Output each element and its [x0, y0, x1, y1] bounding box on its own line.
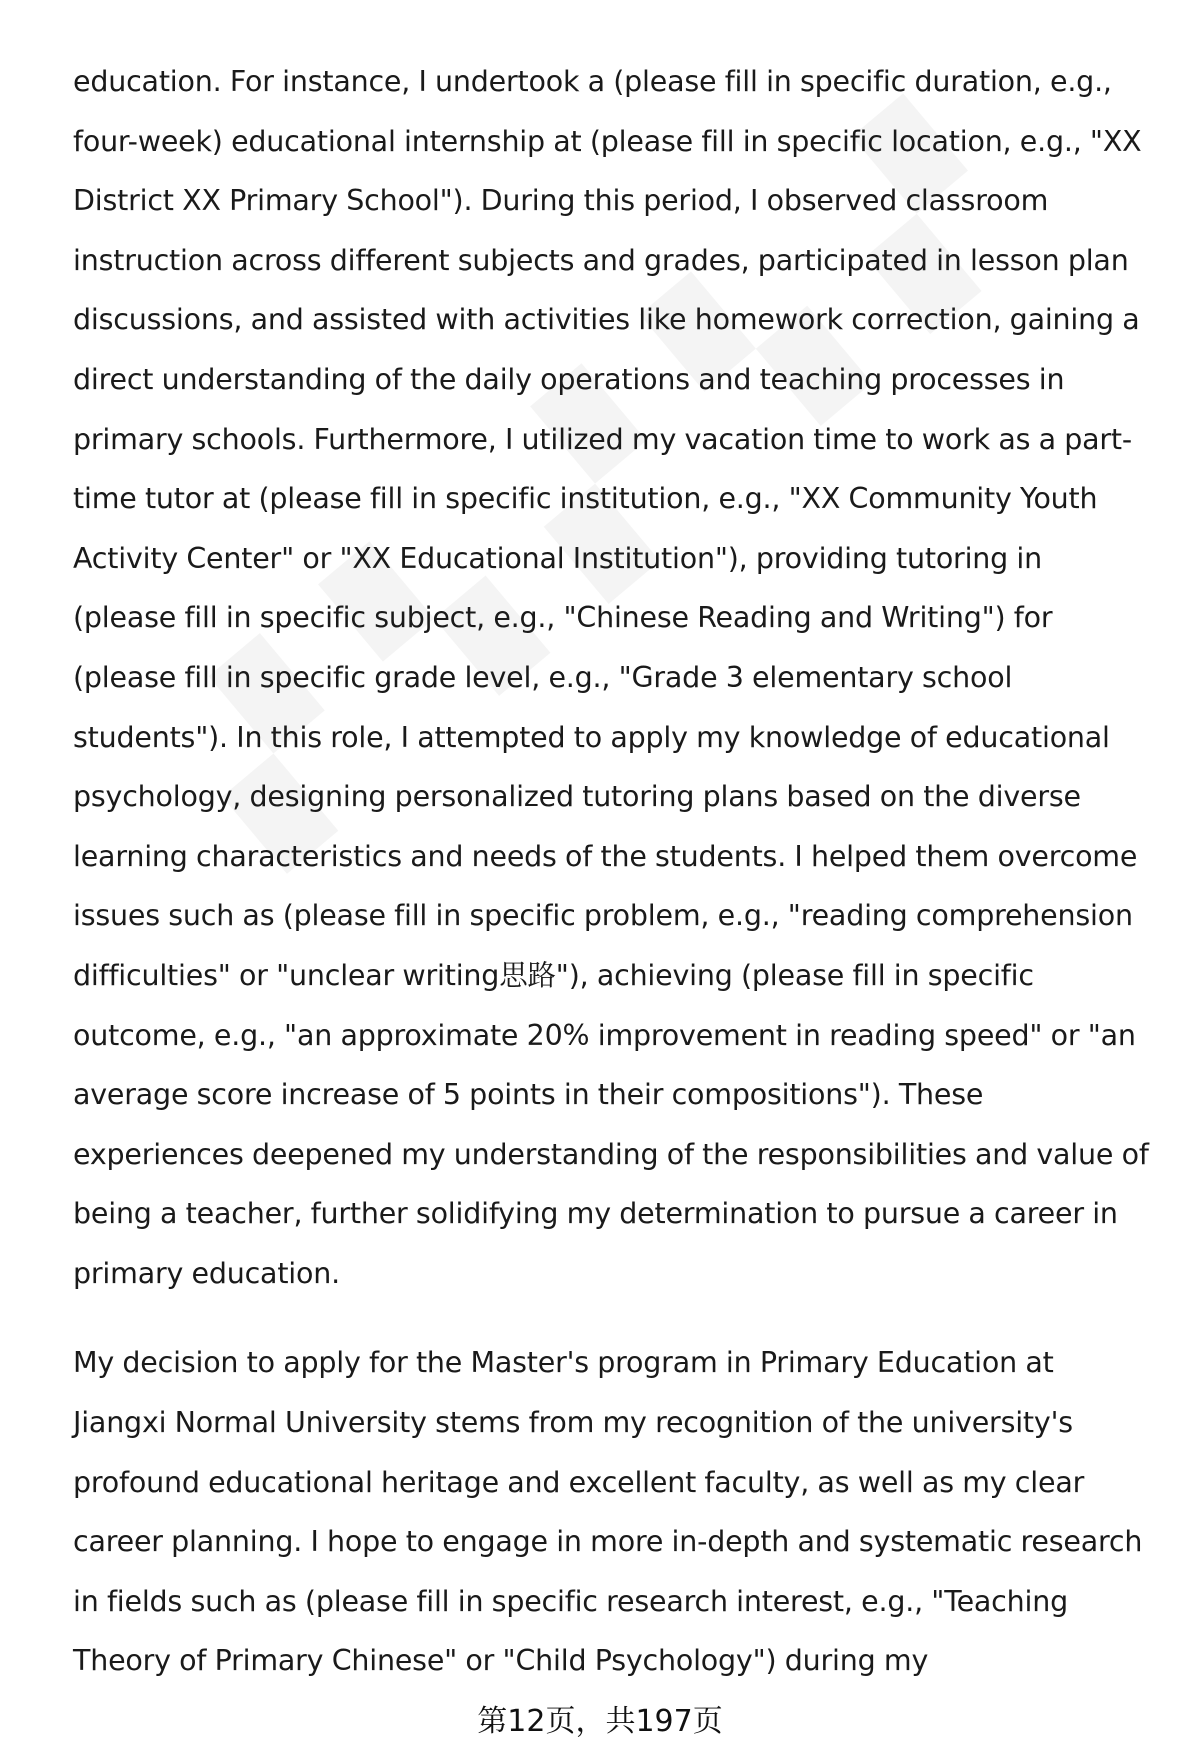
- page-number: 第12页，共197页: [477, 1704, 723, 1739]
- paragraph-experience: education. For instance, I undertook a (please fill in specific duration, e.g., four-week) educational internship at (please fill in specific location, e.g., "XX District XX Primary School"). During this period, I observed classroom instruction across different subjects and grades, participated in lesson plan discussions, and assisted with activities like homework correction, gaining a direct understanding of the daily operations and teaching processes in primary schools. Furthermore, I utilized my vacation time to work as a part-time tutor at (please fill in specific institution, e.g., "XX Community Youth Activity Center" or "XX Educational Institution"), providing tutoring in (please fill in specific subject, e.g., "Chinese Reading and Writing") for (please fill in specific grade level, e.g., "Grade 3 elementary school students"). In this role, I attempted to apply my knowledge of educational psychology, designing personalized tutoring plans based on the diverse learning characteristics and needs of the students. I helped them overcome issues such as (please fill in specific problem, e.g., "reading comprehension difficulties" or "unclear writing思路"), achieving (please fill in specific outcome, e.g., "an approximate 20% improvement in reading speed" or "an average score increase of 5 points in their compositions"). These experiences deepened my understanding of the responsibilities and value of being a teacher, further solidifying my determination to pursue a career in primary education.: [73, 65, 1149, 1290]
- paragraph-application-reason: My decision to apply for the Master's program in Primary Education at Jiangxi Normal University stems from my recognition of the university's profound educational heritage and excellent faculty, as well as my clear career planning. I hope to engage in more in-depth and systematic research in fields such as (please fill in specific research interest, e.g., "Teaching Theory of Primary Chinese" or "Child Psychology") during my: [73, 1346, 1143, 1678]
- document-body: [73, 52, 1151, 1691]
